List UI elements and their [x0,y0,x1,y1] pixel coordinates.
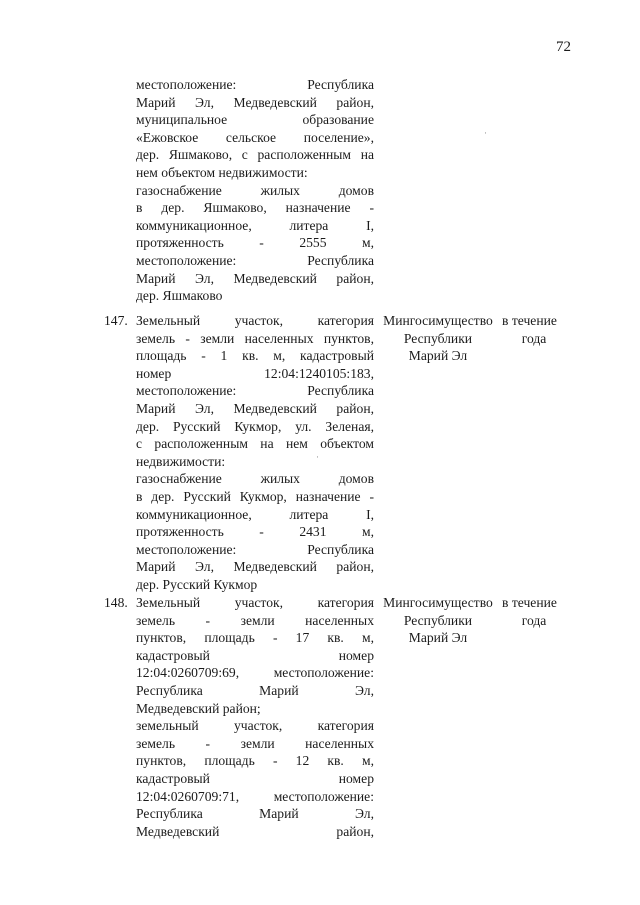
description-line: коммуникационное, литера I, [136,217,374,233]
description-line: в дер. Яшмаково, назначение - [136,200,374,216]
description-line: кадастровый номер [136,647,374,663]
description-line: кадастровый номер [136,770,374,786]
description-line: 12:04:0260709:71, местоположение: [136,788,374,804]
description-line: «Ежовское сельское поселение», [136,129,374,145]
description-line: Марий Эл, Медведевский район, [136,94,374,110]
row-organization [375,312,501,365]
organization-line: Мингосимущество [383,313,493,328]
description-line: Медведевский район; [136,700,261,716]
description-line: Медведевский район, [136,823,374,839]
organization-line: Марий Эл [408,348,468,364]
description-line: в дер. Русский Кукмор, назначение - [136,488,374,504]
description-line: недвижимости: [136,453,226,469]
organization-line: Марий Эл [408,630,468,646]
description-line: Земельный участок, категория [136,595,374,610]
description-line: Марий Эл, Медведевский район, [136,559,374,575]
term-line: в течение [502,313,557,328]
row-number: 147. [104,313,128,328]
description-line: 12:04:0260709:69, местоположение: [136,665,374,681]
description-line: газоснабжение жилых домов [136,471,374,487]
description-line: Республика Марий Эл, [136,806,374,822]
organization-line: Республики [403,612,473,628]
description-line: дер. Яшмаково [136,288,223,304]
organization-line: Мингосимущество [383,595,493,610]
description-line: газоснабжение жилых домов [136,182,374,198]
description-line: пунктов, площадь - 17 кв. м, [136,630,374,646]
description-line: дер. Русский Кукмор [136,576,258,592]
description-line: коммуникационное, литера I, [136,506,374,522]
description-line: муниципальное образование [136,112,374,128]
description-line: Марий Эл, Медведевский район, [136,400,374,416]
description-line: земельный участок, категория [136,718,374,734]
description-line: местоположение: Республика [136,77,374,92]
description-line: местоположение: Республика [136,252,374,268]
row-number: 148. [104,595,128,610]
description-line: номер 12:04:1240105:183, [136,365,374,381]
description-line: Земельный участок, категория [136,313,374,328]
page-number: 72 [556,39,571,55]
description-line: нем объектом недвижимости: [136,164,308,180]
description-line: земель - земли населенных [136,612,374,628]
description-line: протяженность - 2431 м, [136,524,374,540]
description-line: дер. Русский Кукмор, ул. Зеленая, [136,418,374,434]
term-line: года [521,330,547,346]
description-line: дер. Яшмаково, с расположенным на [136,147,374,163]
term-line: в течение [502,595,557,610]
row-description [136,312,374,594]
description-line: пунктов, площадь - 12 кв. м, [136,753,374,769]
description-line: Марий Эл, Медведевский район, [136,270,374,286]
description-line: с расположенным на нем объектом [136,436,374,452]
description-line: Республика Марий Эл, [136,682,374,698]
row-organization [375,594,501,647]
row-description [136,594,374,840]
description-line: местоположение: Республика [136,541,374,557]
description-line: земель - земли населенных [136,735,374,751]
scan-speck: · [484,128,487,138]
row-term [502,312,566,347]
description-line: земель - земли населенных пунктов, [136,330,374,346]
row-term [502,594,566,629]
description-line: местоположение: Республика [136,383,374,399]
description-line: протяженность - 2555 м, [136,235,374,251]
scan-speck: · [316,452,319,462]
description-line: площадь - 1 кв. м, кадастровый [136,348,374,364]
organization-line: Республики [403,330,473,346]
continuation-description [136,76,374,305]
term-line: года [521,612,547,628]
